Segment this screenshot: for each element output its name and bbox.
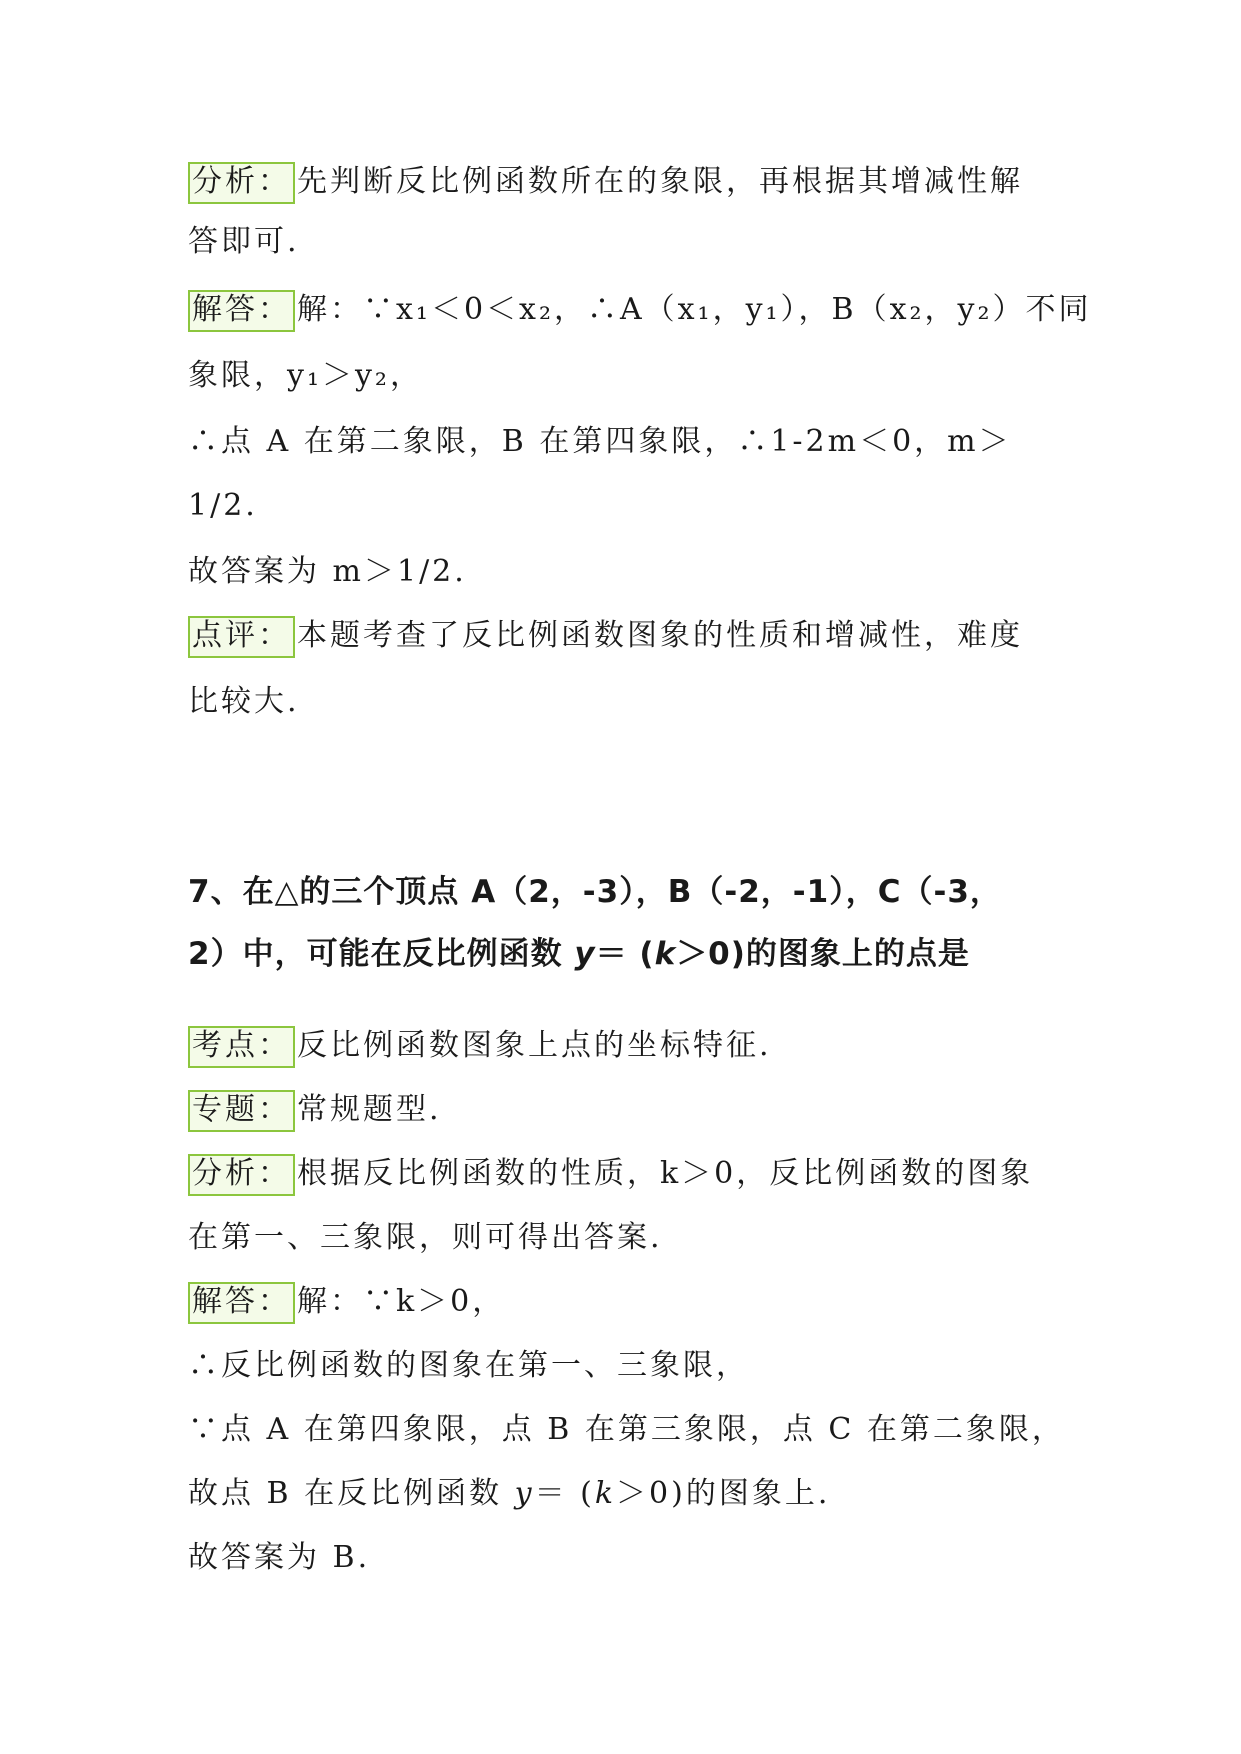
answer2-line-5: 故答案为 B. bbox=[188, 1540, 371, 1575]
question-title-line-1: 7、在△的三个顶点 A（2，-3），B（-2，-1），C（-3， bbox=[188, 874, 1002, 910]
question-text: 2）中，可能在反比例函数 bbox=[188, 936, 575, 972]
answer-line-1 bbox=[188, 290, 1092, 332]
kaodian-line bbox=[188, 1026, 1058, 1068]
comment-line-2: 比较大. bbox=[188, 684, 300, 719]
zhuanti-text: 常规题型. bbox=[297, 1092, 442, 1127]
answer2-line-4 bbox=[188, 1474, 1058, 1514]
analysis2-label: 分析： bbox=[188, 1154, 295, 1196]
analysis-text: 先判断反比例函数所在的象限，再根据其增减性解 bbox=[297, 164, 1023, 199]
answer2-line-2: ∴反比例函数的图象在第一、三象限， bbox=[188, 1348, 749, 1383]
answer-line-4: 1/2. bbox=[188, 488, 258, 523]
comment-text: 本题考查了反比例函数图象的性质和增减性，难度 bbox=[297, 618, 1023, 653]
analysis-label: 分析： bbox=[188, 162, 295, 204]
var-y: y bbox=[514, 1476, 535, 1511]
answer-line-5: 故答案为 m＞1/2. bbox=[188, 554, 467, 589]
answer-line-2: 象限，y₁＞y₂， bbox=[188, 358, 423, 393]
answer2-label: 解答： bbox=[188, 1282, 295, 1324]
comment-label: 点评： bbox=[188, 616, 295, 658]
answer2-text: ＝ ( bbox=[534, 1476, 595, 1511]
zhuanti-label: 专题： bbox=[188, 1090, 295, 1132]
answer2-line-1 bbox=[188, 1282, 1058, 1324]
answer-line-3: ∴点 A 在第二象限，B 在第四象限，∴1-2m＜0，m＞ bbox=[188, 424, 1012, 459]
answer-label: 解答： bbox=[188, 290, 295, 332]
analysis-line-2: 答即可. bbox=[188, 224, 300, 259]
var-y: y bbox=[574, 936, 596, 972]
answer2-line-3: ∵点 A 在第四象限，点 B 在第三象限，点 C 在第二象限， bbox=[188, 1412, 1065, 1447]
analysis2-line-2: 在第一、三象限，则可得出答案. bbox=[188, 1220, 663, 1255]
comment-line-1 bbox=[188, 616, 1058, 658]
question-text: ＞0)的图象上的点是 bbox=[676, 936, 970, 972]
kaodian-label: 考点： bbox=[188, 1026, 295, 1068]
kaodian-text: 反比例函数图象上点的坐标特征. bbox=[297, 1028, 772, 1063]
question-text: ＝ ( bbox=[595, 936, 655, 972]
answer-text: 解：∵x₁＜0＜x₂，∴A（x₁，y₁），B（x₂，y₂）不同 bbox=[297, 292, 1092, 327]
zhuanti-line bbox=[188, 1090, 1058, 1132]
var-k: k bbox=[654, 936, 677, 972]
question-title-line-2 bbox=[188, 934, 1068, 974]
analysis-line-1 bbox=[188, 162, 1058, 204]
answer2-text: ＞0)的图象上. bbox=[616, 1476, 831, 1511]
answer2-text: 解：∵k＞0， bbox=[297, 1284, 506, 1319]
analysis2-text: 根据反比例函数的性质，k＞0，反比例函数的图象 bbox=[297, 1156, 1034, 1191]
var-k: k bbox=[594, 1476, 617, 1511]
analysis2-line-1 bbox=[188, 1154, 1058, 1196]
answer2-text: 故点 B 在反比例函数 bbox=[188, 1476, 515, 1511]
